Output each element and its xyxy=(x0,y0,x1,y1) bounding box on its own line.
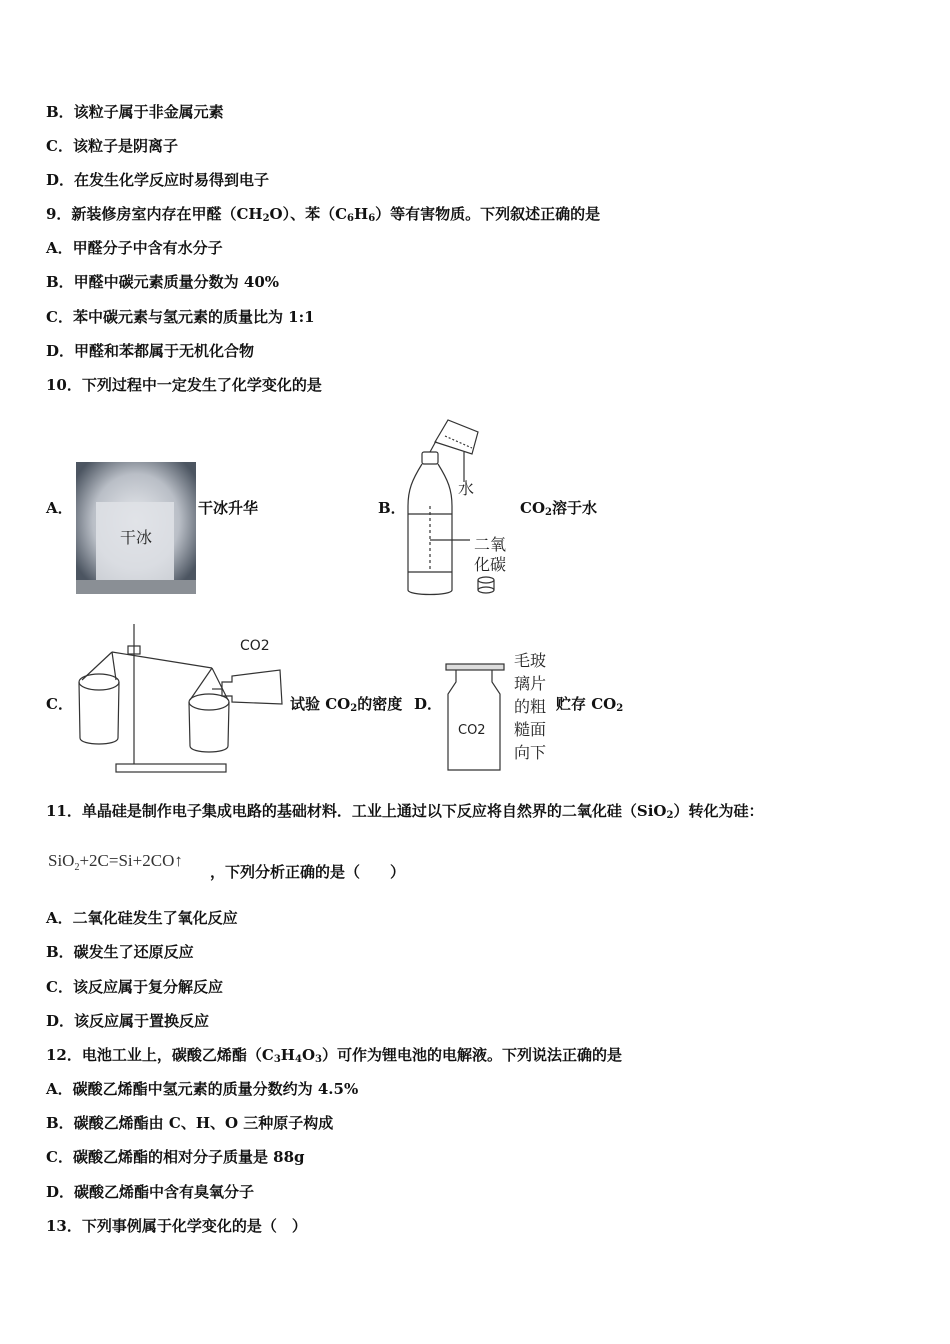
q8-option-c: C．该粒子是阴离子 xyxy=(46,137,178,155)
note-line-3: 的粗 xyxy=(514,697,547,716)
q10-option-c-caption: 试验 $CO_2$的密度 xyxy=(290,695,403,714)
q10-option-a-caption: 干冰升华 xyxy=(198,499,259,517)
q12-option-b: B．碳酸乙烯酯由 C、H、O 三种原子构成 xyxy=(46,1114,334,1132)
q10-stem: 10．下列过程中一定发生了化学变化的是 xyxy=(46,376,322,394)
q11-question: ，下列分析正确的是（ ） xyxy=(210,863,406,881)
q9-stem: 9．新装修房室内存在甲醛$(CH_2O)$、苯$(C_6H_6)$等有害物质。下列叙述正确的是 xyxy=(46,205,601,224)
q9-option-d: D．甲醛和苯都属于无机化合物 xyxy=(46,342,255,360)
note-line-5: 向下 xyxy=(514,743,547,762)
co2-label-2: 化碳 xyxy=(474,555,507,574)
q12-option-d: D．碳酸乙烯酯中含有臭氧分子 xyxy=(46,1183,255,1201)
q12-stem: 12．电池工业上，碳酸乙烯酯$(C_3H_4O_3)$可作为锂电池的电解液。下列说法正确的是 xyxy=(46,1046,623,1065)
q12-option-c: C．碳酸乙烯酯的相对分子质量是 88g xyxy=(46,1148,305,1166)
dry-ice-label: 干冰 xyxy=(119,528,153,547)
q9-option-c: C．苯中碳元素与氢元素的质量比为 1:1 xyxy=(46,308,315,326)
gas-jar-diagram xyxy=(442,660,512,775)
note-line-4: 糙面 xyxy=(514,720,547,739)
q10-option-d-caption: 贮存 $CO_2$ xyxy=(556,695,624,714)
q11-option-c: C．该反应属于复分解反应 xyxy=(46,978,223,996)
bottle-water-diagram xyxy=(400,410,520,600)
water-label: 水 xyxy=(458,479,475,498)
q11-option-d: D．该反应属于置换反应 xyxy=(46,1012,210,1030)
q10-option-b-letter: B． xyxy=(378,499,406,517)
q11-option-a: A．二氧化硅发生了氧化反应 xyxy=(46,909,238,927)
dry-ice-photo xyxy=(76,462,196,594)
balance-diagram xyxy=(72,618,287,778)
glass-plate-note xyxy=(512,648,556,768)
q11-equation: SiO$_2$+2C=Si+2CO↑ xyxy=(48,851,183,873)
q10-option-d-letter: D． xyxy=(414,695,443,713)
q11-stem: 11．单晶硅是制作电子集成电路的基础材料．工业上通过以下反应将自然界的二氧化硅（SiO$_2$）转化为硅： xyxy=(46,802,764,821)
q8-option-b: B．该粒子属于非金属元素 xyxy=(46,103,224,121)
q10-option-b-caption: $CO_2$溶于水 xyxy=(520,499,597,518)
co2-source-label: CO2 xyxy=(240,638,270,654)
q13-stem: 13．下列事例属于化学变化的是（ ） xyxy=(46,1217,307,1235)
q8-option-d: D．在发生化学反应时易得到电子 xyxy=(46,171,270,189)
q11-option-b: B．碳发生了还原反应 xyxy=(46,943,194,961)
q9-option-b: B．甲醛中碳元素质量分数为 40% xyxy=(46,273,280,291)
q10-option-c-letter: C． xyxy=(46,695,73,713)
q12-option-a: A．碳酸乙烯酯中氢元素的质量分数约为 4.5% xyxy=(46,1080,359,1098)
q9-option-a: A．甲醛分子中含有水分子 xyxy=(46,239,223,257)
co2-label-1: 二氧 xyxy=(474,535,507,554)
q10-option-a-letter: A． xyxy=(46,499,73,517)
note-line-2: 璃片 xyxy=(514,674,547,693)
co2-jar-label: CO2 xyxy=(458,723,486,738)
note-line-1: 毛玻 xyxy=(514,651,547,670)
